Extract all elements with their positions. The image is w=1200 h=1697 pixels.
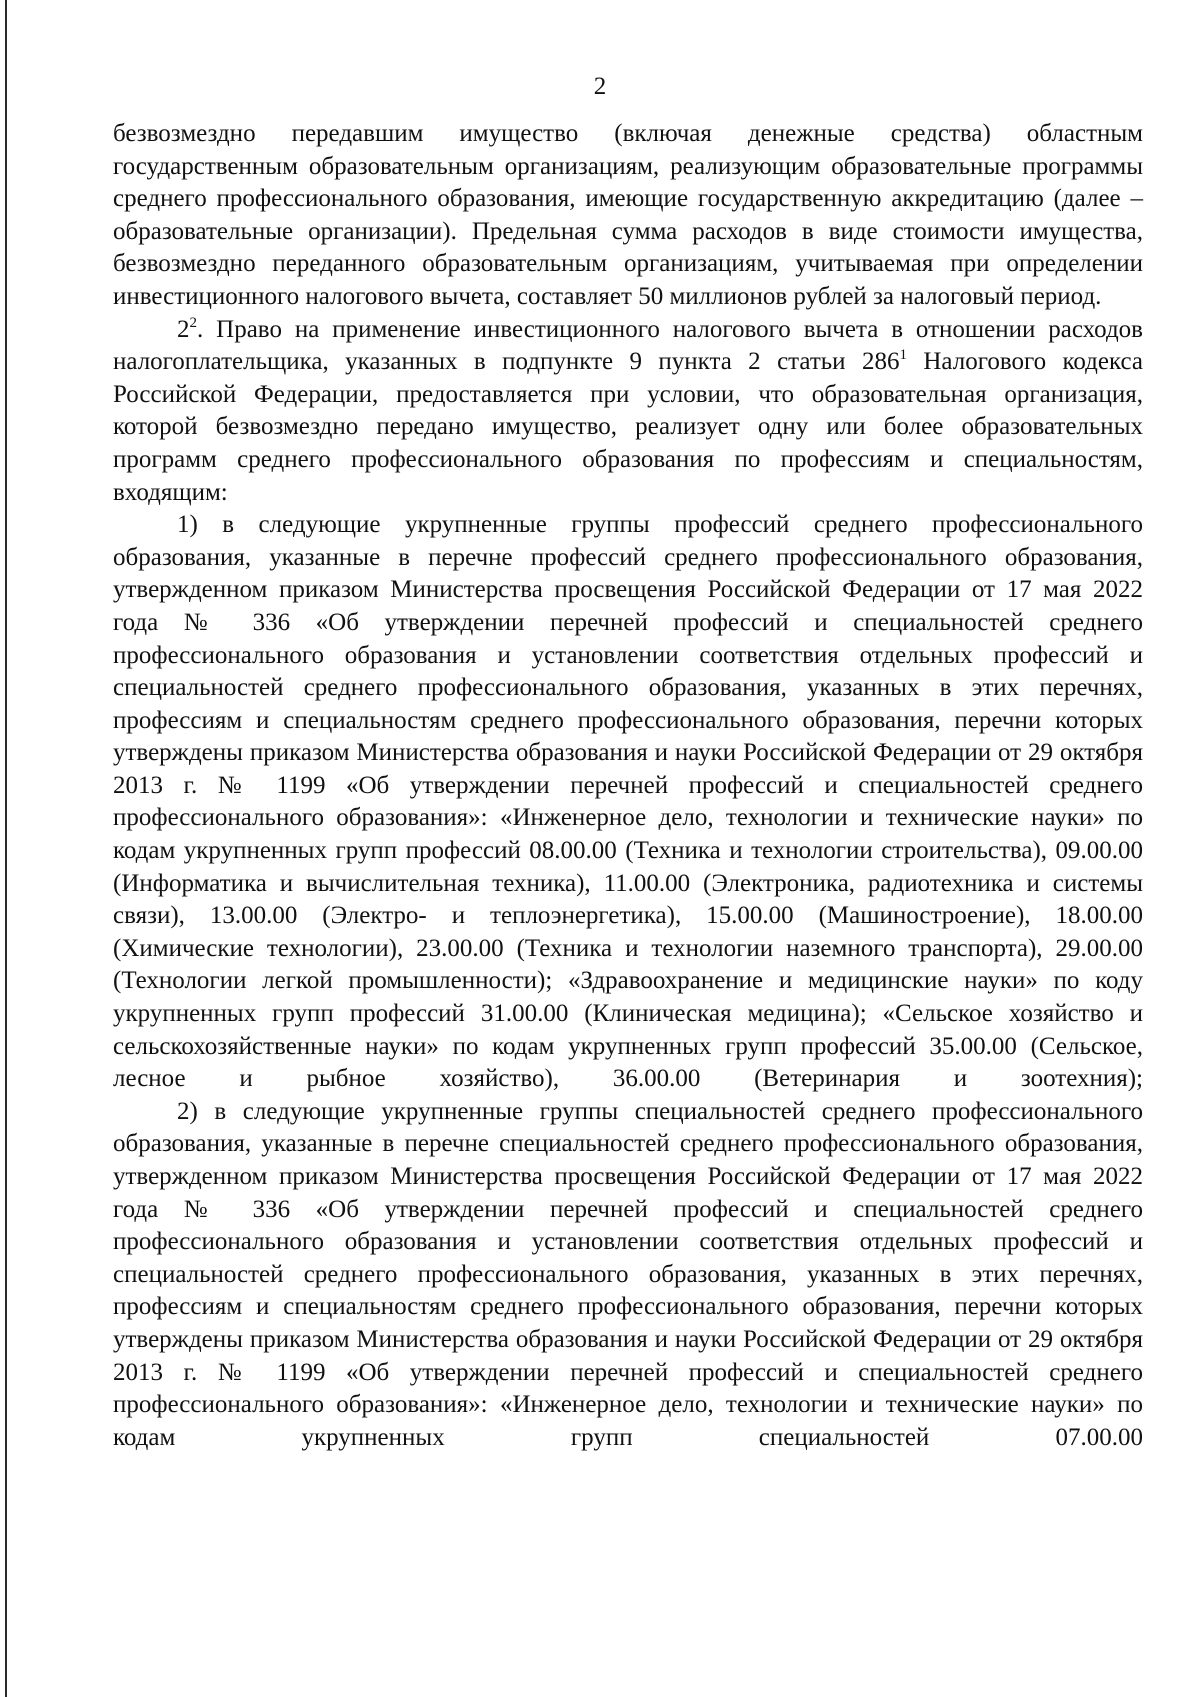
item-text-part-b: Налогового кодекса Российской Федерации, предоставляется при условии, что образовательная организация, которой безвозмездно передано имущество, реализует одну или более образовательных программ среднего профессионального образования по профессиям и специальностям, входящим:	[113, 348, 1143, 506]
page-number: 2	[593, 73, 607, 100]
paragraph-item-2-2	[113, 314, 1143, 510]
item-text-part-a: . Право на применение инвестиционного налогового вычета в отношении расходов налогоплательщика, указанных в подпункте 9 пункта 2 статьи 286	[113, 315, 1143, 376]
item-number: 2	[177, 315, 190, 343]
paragraph-subitem-1: 1) в следующие укрупненные группы профессий среднего профессионального образования, указанные в перечне профессий среднего профессионального образования, утвержденном приказом Министерства просвещения Российской Федерации от 17 мая 2022 года № 336 «Об утверждении перечней профессий и специальностей среднего профессионального образования и установлении соответствия отдельных профессий и специальностей среднего профессионального образования, указанных в этих перечнях, профессиям и специальностям среднего профессионального образования, перечни которых утверждены приказом Министерства образования и науки Российской Федерации от 29 октября 2013 г. № 1199 «Об утверждении перечней профессий и специальностей среднего профессионального образования»: «Инженерное дело, технологии и технические науки» по кодам укрупненных групп профессий 08.00.00 (Техника и технологии строительства), 09.00.00 (Информатика и вычислительная техника), 11.00.00 (Электроника, радиотехника и системы связи), 13.00.00 (Электро- и теплоэнергетика), 15.00.00 (Машиностроение), 18.00.00 (Химические технологии), 23.00.00 (Техника и технологии наземного транспорта), 29.00.00 (Технологии легкой промышленности); «Здравоохранение и медицинские науки» по коду укрупненных групп профессий 31.00.00 (Клиническая медицина); «Сельское хозяйство и сельскохозяйственные науки» по кодам укрупненных групп профессий 35.00.00 (Сельское, лесное и рыбное хозяйство), 36.00.00 (Ветеринария и зоотехния);	[113, 511, 1143, 1093]
article-superscript: 1	[899, 347, 907, 364]
scan-edge-line	[5, 0, 7, 1697]
paragraph-subitem-2: 2) в следующие укрупненные группы специальностей среднего профессионального образования, указанные в перечне специальностей среднего профессионального образования, утвержденном приказом Министерства просвещения Российской Федерации от 17 мая 2022 года № 336 «Об утверждении перечней профессий и специальностей среднего профессионального образования и установлении соответствия отдельных профессий и специальностей среднего профессионального образования, указанных в этих перечнях, профессиям и специальностям среднего профессионального образования, перечни которых утверждены приказом Министерства образования и науки Российской Федерации от 29 октября 2013 г. № 1199 «Об утверждении перечней профессий и специальностей среднего профессионального образования»: «Инженерное дело, технологии и технические науки» по кодам укрупненных групп специальностей 07.00.00	[113, 1097, 1143, 1451]
document-body	[113, 118, 1143, 1454]
paragraph-continuation: безвозмездно передавшим имущество (включая денежные средства) областным государственным образовательным организациям, реализующим образовательные программы среднего профессионального образования, имеющие государственную аккредитацию (далее – образовательные организации). Предельная сумма расходов в виде стоимости имущества, безвозмездно переданного образовательным организациям, учитываемая при определении инвестиционного налогового вычета, составляет 50 миллионов рублей за налоговый период.	[113, 120, 1143, 310]
item-number-superscript: 2	[189, 314, 197, 331]
